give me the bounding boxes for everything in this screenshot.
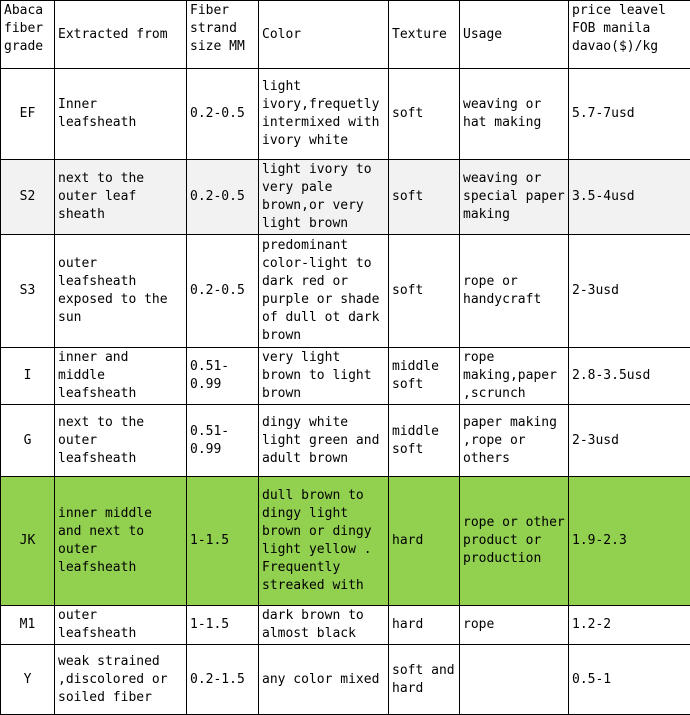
cell-extracted-from: outer leafsheath <box>55 606 187 645</box>
cell-usage: weaving or special paper making <box>460 160 569 235</box>
header-extracted-from: Extracted from <box>55 1 187 69</box>
cell-price: 2.8-3.5usd <box>569 348 690 405</box>
cell-usage: rope or handycraft <box>460 235 569 348</box>
cell-texture: soft and hard <box>389 645 460 715</box>
cell-price: 1.2-2 <box>569 606 690 645</box>
table-row-s2 <box>1 160 690 235</box>
cell-texture: middle soft <box>389 348 460 405</box>
cell-extracted-from: inner and middle leafsheath <box>55 348 187 405</box>
header-grade: Abaca fiber grade <box>1 1 55 69</box>
cell-color: light ivory to very pale brown,or very light brown <box>259 160 389 235</box>
cell-color: dark brown to almost black <box>259 606 389 645</box>
cell-fiber-size: 0.2-0.5 <box>187 235 259 348</box>
cell-extracted-from: outer leafsheath exposed to the sun <box>55 235 187 348</box>
cell-usage: rope or other product or production <box>460 477 569 606</box>
cell-fiber-size: 0.2-1.5 <box>187 645 259 715</box>
table-row-i <box>1 348 690 405</box>
cell-fiber-size: 1-1.5 <box>187 606 259 645</box>
table-row-g <box>1 405 690 477</box>
cell-price: 0.5-1 <box>569 645 690 715</box>
cell-price: 2-3usd <box>569 235 690 348</box>
cell-grade: M1 <box>1 606 55 645</box>
table-row-m1 <box>1 606 690 645</box>
header-fiber-strand-size: Fiber strand size MM <box>187 1 259 69</box>
cell-fiber-size: 0.51-0.99 <box>187 405 259 477</box>
cell-color: light ivory,frequetly intermixed with ivory white <box>259 69 389 160</box>
cell-color: any color mixed <box>259 645 389 715</box>
cell-fiber-size: 0.2-0.5 <box>187 160 259 235</box>
cell-fiber-size: 0.2-0.5 <box>187 69 259 160</box>
cell-price: 1.9-2.3 <box>569 477 690 606</box>
cell-texture: middle soft <box>389 405 460 477</box>
header-row <box>1 1 690 69</box>
table-row-s3 <box>1 235 690 348</box>
cell-texture: soft <box>389 235 460 348</box>
cell-fiber-size: 0.51-0.99 <box>187 348 259 405</box>
table-row-jk <box>1 477 690 606</box>
cell-grade: I <box>1 348 55 405</box>
cell-extracted-from: Inner leafsheath <box>55 69 187 160</box>
table-row-y <box>1 645 690 715</box>
cell-extracted-from: next to the outer leafsheath <box>55 405 187 477</box>
cell-usage: paper making ,rope or others <box>460 405 569 477</box>
cell-usage: weaving or hat making <box>460 69 569 160</box>
cell-grade: Y <box>1 645 55 715</box>
cell-grade: S3 <box>1 235 55 348</box>
cell-price: 3.5-4usd <box>569 160 690 235</box>
cell-price: 5.7-7usd <box>569 69 690 160</box>
cell-color: very light brown to light brown <box>259 348 389 405</box>
header-color: Color <box>259 1 389 69</box>
cell-color: predominant color-light to dark red or purple or shade of dull ot dark brown <box>259 235 389 348</box>
table-row-ef <box>1 69 690 160</box>
cell-grade: G <box>1 405 55 477</box>
cell-grade: EF <box>1 69 55 160</box>
cell-extracted-from: next to the outer leaf sheath <box>55 160 187 235</box>
cell-texture: hard <box>389 606 460 645</box>
cell-usage: rope <box>460 606 569 645</box>
cell-grade: JK <box>1 477 55 606</box>
cell-usage: rope making,paper ,scrunch <box>460 348 569 405</box>
cell-grade: S2 <box>1 160 55 235</box>
header-usage: Usage <box>460 1 569 69</box>
header-price-level: price leavel FOB manila davao($)/kg <box>569 1 690 69</box>
cell-color: dingy white light green and adult brown <box>259 405 389 477</box>
cell-texture: hard <box>389 477 460 606</box>
cell-extracted-from: inner middle and next to outer leafsheath <box>55 477 187 606</box>
cell-extracted-from: weak strained ,discolored or soiled fiber <box>55 645 187 715</box>
cell-color: dull brown to dingy light brown or dingy light yellow . Frequently streaked with <box>259 477 389 606</box>
header-texture: Texture <box>389 1 460 69</box>
cell-price: 2-3usd <box>569 405 690 477</box>
cell-usage <box>460 645 569 715</box>
cell-fiber-size: 1-1.5 <box>187 477 259 606</box>
cell-texture: soft <box>389 69 460 160</box>
cell-texture: soft <box>389 160 460 235</box>
